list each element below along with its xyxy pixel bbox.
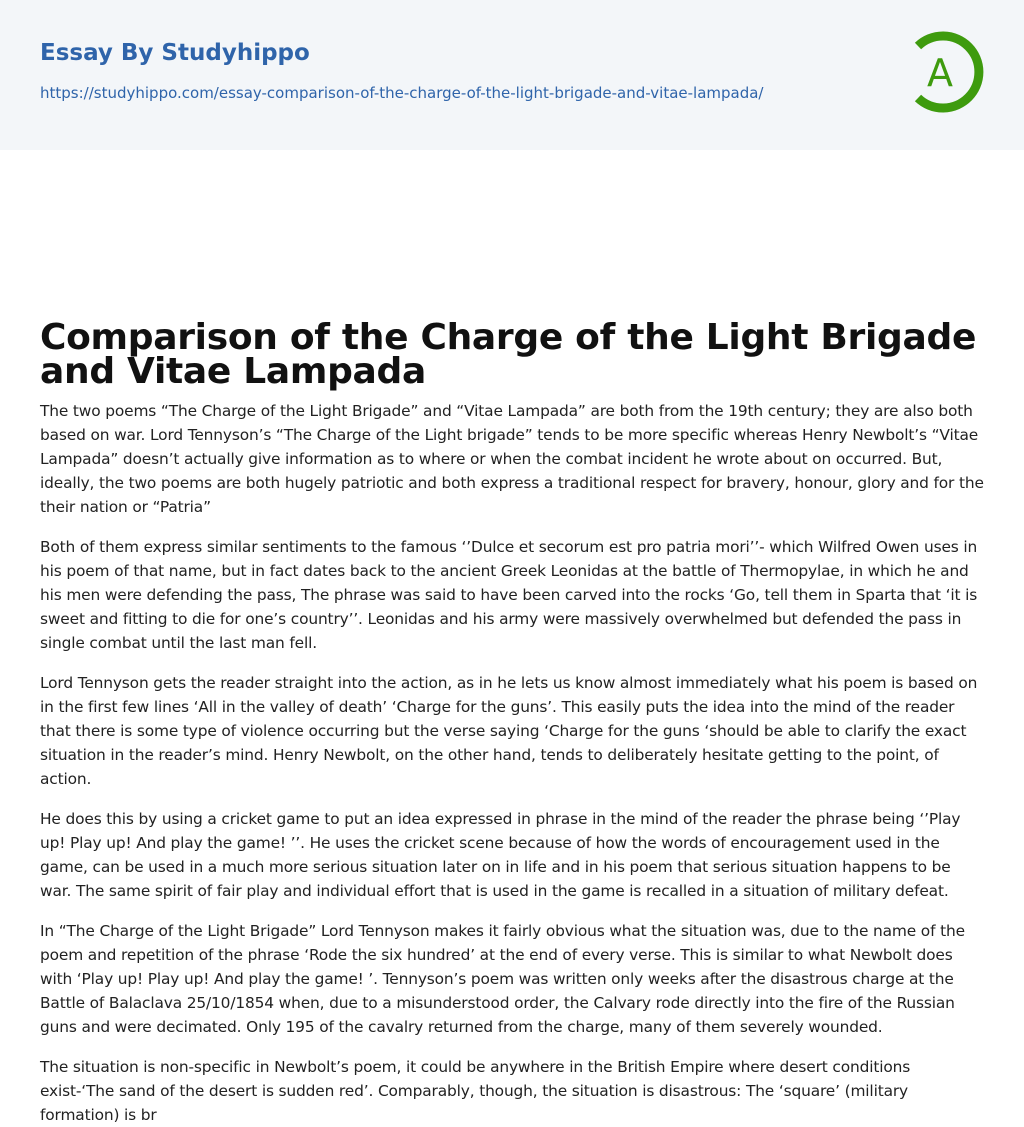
svg-text:A: A xyxy=(927,51,953,95)
essay-body xyxy=(0,389,1024,1127)
paragraph: Both of them express similar sentiments to the famous ‘’Dulce et secorum est pro patria mori’’- which Wilfred Owen uses in his poem of that name, but in fact dates back to the ancient Greek Leonidas at the battle of Thermopylae, in which he and his men were defending the pass, The phrase was said to have been carved into the rocks ‘Go, tell them in Sparta that ‘it is sweet and fitting to die for one’s country’’. Leonidas and his army were massively overwhelmed but defended the pass in single combat until the last man fell. xyxy=(40,538,978,652)
essay-url-link[interactable]: https://studyhippo.com/essay-comparison-of-the-charge-of-the-light-brigade-and-vitae-lampada/ xyxy=(40,84,764,102)
paragraph: The two poems “The Charge of the Light Brigade” and “Vitae Lampada” are both from the 19th century; they are also both based on war. Lord Tennyson’s “The Charge of the Light brigade” tends to be more specific whereas Henry Newbolt’s “Vitae Lampada” doesn’t actually give information as to where or when the combat incident he wrote about on occurred. But, ideally, the two poems are both hugely patriotic and both express a traditional respect for bravery, honour, glory and for the their nation or “Patria” xyxy=(40,402,984,516)
brand-title: Essay By Studyhippo xyxy=(40,40,310,66)
paragraph: In “The Charge of the Light Brigade” Lord Tennyson makes it fairly obvious what the situation was, due to the name of the poem and repetition of the phrase ‘Rode the six hundred’ at the end of every verse. This is similar to what Newbolt does with ‘Play up! Play up! And play the game! ’. Tennyson’s poem was written only weeks after the disastrous charge at the Battle of Balaclava 25/10/1854 when, due to a misunderstood order, the Calvary rode directly into the fire of the Russian guns and were decimated. Only 195 of the cavalry returned from the charge, many of them severely wounded. xyxy=(40,922,965,1036)
page-title: Comparison of the Charge of the Light Brigade and Vitae Lampada xyxy=(40,317,977,392)
paragraph: Lord Tennyson gets the reader straight into the action, as in he lets us know almost immediately what his poem is based on in the first few lines ‘All in the valley of death’ ‘Charge for the guns’. This easily puts the idea into the mind of the reader that there is some type of violence occurring but the verse saying ‘Charge for the guns ‘should be able to clarify the exact situation in the reader’s mind. Henry Newbolt, on the other hand, tends to deliberately hesitate getting to the point, of action. xyxy=(40,674,978,788)
paragraph: The situation is non-specific in Newbolt’s poem, it could be anywhere in the British Empire where desert conditions exist-‘The sand of the desert is sudden red’. Comparably, though, the situation is disastrous: The ‘square’ (military formation) is br xyxy=(40,1058,911,1124)
site-header xyxy=(0,0,1024,150)
paragraph: He does this by using a cricket game to put an idea expressed in phrase in the mind of the reader the phrase being ‘’Play up! Play up! And play the game! ’’. He uses the cricket scene because of how the words of encouragement used in the game, can be used in a much more serious situation later on in life and in his poem that serious situation happens to be war. The same spirit of fair play and individual effort that is used in the game is recalled in a situation of military defeat. xyxy=(40,810,961,900)
studyhippo-logo-icon xyxy=(906,28,988,116)
